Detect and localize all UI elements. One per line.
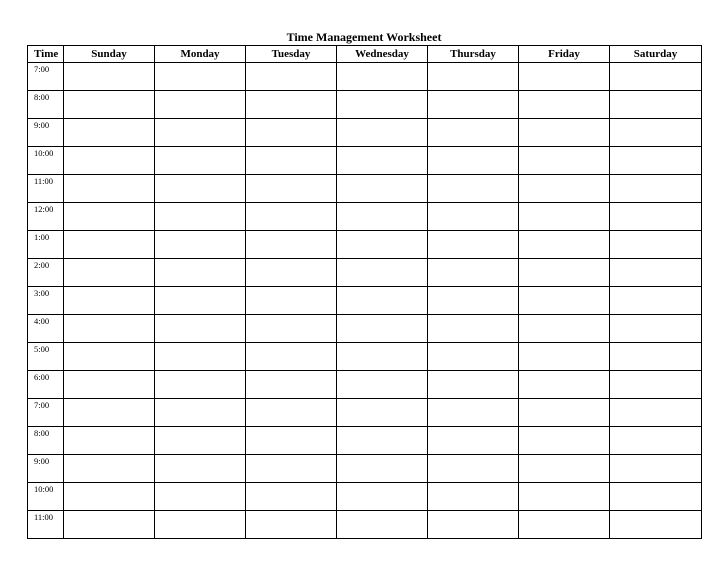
- table-row: [28, 259, 702, 287]
- table-row: [28, 315, 702, 343]
- table-row: [28, 511, 702, 539]
- time-cell: 9:00: [28, 455, 64, 483]
- slot-friday[interactable]: [519, 63, 610, 91]
- slot-sunday[interactable]: [64, 147, 155, 175]
- table-row: [28, 343, 702, 371]
- header-monday: Monday: [155, 46, 246, 63]
- table-row: [28, 371, 702, 399]
- table-row: [28, 483, 702, 511]
- header-saturday: Saturday: [610, 46, 702, 63]
- slot-thursday[interactable]: [428, 147, 519, 175]
- slot-monday[interactable]: [155, 175, 246, 203]
- slot-monday[interactable]: [155, 483, 246, 511]
- slot-thursday[interactable]: [428, 399, 519, 427]
- table-row: [28, 175, 702, 203]
- table-row: [28, 427, 702, 455]
- slot-sunday[interactable]: [64, 315, 155, 343]
- header-friday: Friday: [519, 46, 610, 63]
- slot-friday[interactable]: [519, 343, 610, 371]
- slot-sunday[interactable]: [64, 63, 155, 91]
- time-cell: 7:00: [28, 63, 64, 91]
- slot-wednesday[interactable]: [337, 147, 428, 175]
- time-cell: 1:00: [28, 231, 64, 259]
- slot-thursday[interactable]: [428, 371, 519, 399]
- slot-sunday[interactable]: [64, 371, 155, 399]
- slot-tuesday[interactable]: [246, 259, 337, 287]
- slot-saturday[interactable]: [610, 63, 702, 91]
- slot-friday[interactable]: [519, 287, 610, 315]
- slot-thursday[interactable]: [428, 231, 519, 259]
- slot-saturday[interactable]: [610, 371, 702, 399]
- schedule-table: [27, 45, 702, 539]
- slot-tuesday[interactable]: [246, 203, 337, 231]
- slot-saturday[interactable]: [610, 483, 702, 511]
- table-row: [28, 231, 702, 259]
- slot-friday[interactable]: [519, 231, 610, 259]
- table-row: [28, 91, 702, 119]
- header-wednesday: Wednesday: [337, 46, 428, 63]
- slot-monday[interactable]: [155, 91, 246, 119]
- slot-thursday[interactable]: [428, 259, 519, 287]
- time-cell: 3:00: [28, 287, 64, 315]
- slot-saturday[interactable]: [610, 511, 702, 539]
- slot-thursday[interactable]: [428, 315, 519, 343]
- slot-friday[interactable]: [519, 259, 610, 287]
- slot-thursday[interactable]: [428, 91, 519, 119]
- time-cell: 8:00: [28, 91, 64, 119]
- slot-tuesday[interactable]: [246, 427, 337, 455]
- slot-tuesday[interactable]: [246, 175, 337, 203]
- slot-saturday[interactable]: [610, 203, 702, 231]
- table-row: [28, 399, 702, 427]
- slot-tuesday[interactable]: [246, 147, 337, 175]
- time-cell: 7:00: [28, 399, 64, 427]
- slot-sunday[interactable]: [64, 231, 155, 259]
- slot-tuesday[interactable]: [246, 371, 337, 399]
- header-row: [28, 46, 702, 63]
- slot-friday[interactable]: [519, 119, 610, 147]
- time-cell: 11:00: [28, 511, 64, 539]
- slot-friday[interactable]: [519, 175, 610, 203]
- slot-friday[interactable]: [519, 147, 610, 175]
- slot-wednesday[interactable]: [337, 63, 428, 91]
- slot-sunday[interactable]: [64, 119, 155, 147]
- slot-monday[interactable]: [155, 343, 246, 371]
- table-row: [28, 287, 702, 315]
- slot-friday[interactable]: [519, 399, 610, 427]
- slot-saturday[interactable]: [610, 259, 702, 287]
- slot-sunday[interactable]: [64, 483, 155, 511]
- time-cell: 2:00: [28, 259, 64, 287]
- slot-friday[interactable]: [519, 511, 610, 539]
- header-thursday: Thursday: [428, 46, 519, 63]
- slot-saturday[interactable]: [610, 399, 702, 427]
- slot-wednesday[interactable]: [337, 427, 428, 455]
- slot-wednesday[interactable]: [337, 343, 428, 371]
- slot-friday[interactable]: [519, 371, 610, 399]
- slot-sunday[interactable]: [64, 287, 155, 315]
- slot-thursday[interactable]: [428, 483, 519, 511]
- table-row: [28, 455, 702, 483]
- slot-sunday[interactable]: [64, 455, 155, 483]
- slot-wednesday[interactable]: [337, 203, 428, 231]
- slot-sunday[interactable]: [64, 427, 155, 455]
- table-row: [28, 63, 702, 91]
- slot-wednesday[interactable]: [337, 315, 428, 343]
- slot-monday[interactable]: [155, 231, 246, 259]
- slot-thursday[interactable]: [428, 119, 519, 147]
- slot-friday[interactable]: [519, 91, 610, 119]
- slot-monday[interactable]: [155, 315, 246, 343]
- time-cell: 10:00: [28, 483, 64, 511]
- time-cell: 4:00: [28, 315, 64, 343]
- slot-tuesday[interactable]: [246, 231, 337, 259]
- slot-wednesday[interactable]: [337, 259, 428, 287]
- slot-saturday[interactable]: [610, 287, 702, 315]
- slot-wednesday[interactable]: [337, 455, 428, 483]
- slot-monday[interactable]: [155, 203, 246, 231]
- slot-thursday[interactable]: [428, 511, 519, 539]
- table-row: [28, 147, 702, 175]
- slot-thursday[interactable]: [428, 287, 519, 315]
- slot-saturday[interactable]: [610, 427, 702, 455]
- slot-monday[interactable]: [155, 287, 246, 315]
- slot-tuesday[interactable]: [246, 63, 337, 91]
- slot-tuesday[interactable]: [246, 315, 337, 343]
- slot-saturday[interactable]: [610, 455, 702, 483]
- slot-thursday[interactable]: [428, 175, 519, 203]
- header-time: Time: [28, 46, 64, 63]
- header-tuesday: Tuesday: [246, 46, 337, 63]
- slot-wednesday[interactable]: [337, 119, 428, 147]
- slot-monday[interactable]: [155, 259, 246, 287]
- table-row: [28, 203, 702, 231]
- slot-wednesday[interactable]: [337, 399, 428, 427]
- time-cell: 6:00: [28, 371, 64, 399]
- slot-tuesday[interactable]: [246, 399, 337, 427]
- slot-saturday[interactable]: [610, 147, 702, 175]
- time-cell: 5:00: [28, 343, 64, 371]
- slot-monday[interactable]: [155, 427, 246, 455]
- time-cell: 12:00: [28, 203, 64, 231]
- slot-sunday[interactable]: [64, 399, 155, 427]
- time-cell: 8:00: [28, 427, 64, 455]
- table-row: [28, 119, 702, 147]
- slot-tuesday[interactable]: [246, 343, 337, 371]
- slot-saturday[interactable]: [610, 91, 702, 119]
- slot-sunday[interactable]: [64, 343, 155, 371]
- slot-wednesday[interactable]: [337, 91, 428, 119]
- slot-sunday[interactable]: [64, 511, 155, 539]
- time-cell: 9:00: [28, 119, 64, 147]
- slot-wednesday[interactable]: [337, 231, 428, 259]
- slot-monday[interactable]: [155, 63, 246, 91]
- time-cell: 10:00: [28, 147, 64, 175]
- slot-monday[interactable]: [155, 511, 246, 539]
- slot-friday[interactable]: [519, 203, 610, 231]
- slot-friday[interactable]: [519, 455, 610, 483]
- slot-friday[interactable]: [519, 483, 610, 511]
- worksheet-title: Time Management Worksheet: [286, 30, 442, 44]
- slot-tuesday[interactable]: [246, 455, 337, 483]
- slot-tuesday[interactable]: [246, 287, 337, 315]
- slot-wednesday[interactable]: [337, 287, 428, 315]
- slot-saturday[interactable]: [610, 343, 702, 371]
- slot-wednesday[interactable]: [337, 371, 428, 399]
- slot-thursday[interactable]: [428, 427, 519, 455]
- slot-tuesday[interactable]: [246, 511, 337, 539]
- slot-tuesday[interactable]: [246, 119, 337, 147]
- slot-wednesday[interactable]: [337, 483, 428, 511]
- slot-sunday[interactable]: [64, 259, 155, 287]
- slot-saturday[interactable]: [610, 231, 702, 259]
- slot-wednesday[interactable]: [337, 511, 428, 539]
- slot-sunday[interactable]: [64, 91, 155, 119]
- time-cell: 11:00: [28, 175, 64, 203]
- slot-saturday[interactable]: [610, 315, 702, 343]
- slot-thursday[interactable]: [428, 63, 519, 91]
- slot-friday[interactable]: [519, 315, 610, 343]
- slot-tuesday[interactable]: [246, 483, 337, 511]
- slot-thursday[interactable]: [428, 455, 519, 483]
- slot-monday[interactable]: [155, 455, 246, 483]
- slot-wednesday[interactable]: [337, 175, 428, 203]
- slot-tuesday[interactable]: [246, 91, 337, 119]
- slot-monday[interactable]: [155, 119, 246, 147]
- slot-friday[interactable]: [519, 427, 610, 455]
- slot-saturday[interactable]: [610, 119, 702, 147]
- header-sunday: Sunday: [64, 46, 155, 63]
- slot-sunday[interactable]: [64, 175, 155, 203]
- slot-thursday[interactable]: [428, 343, 519, 371]
- slot-monday[interactable]: [155, 399, 246, 427]
- slot-saturday[interactable]: [610, 175, 702, 203]
- slot-sunday[interactable]: [64, 203, 155, 231]
- slot-thursday[interactable]: [428, 203, 519, 231]
- slot-monday[interactable]: [155, 371, 246, 399]
- slot-monday[interactable]: [155, 147, 246, 175]
